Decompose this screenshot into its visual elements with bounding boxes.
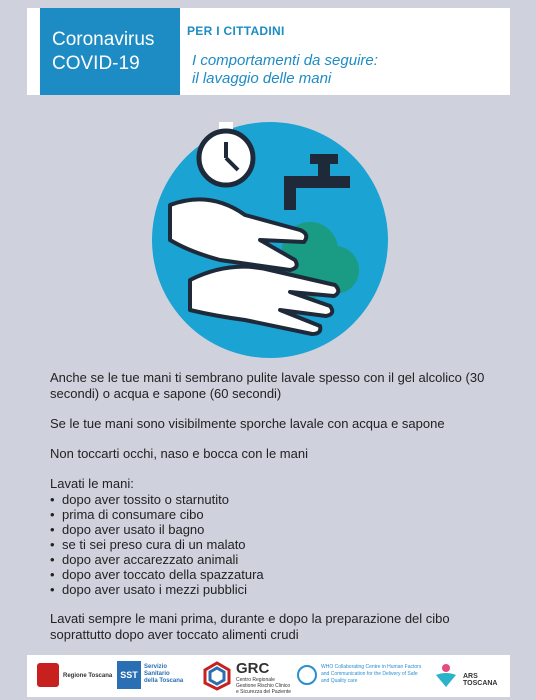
sst-logo: SST (117, 661, 141, 689)
regione-toscana-label: Regione Toscana (63, 673, 113, 679)
wash-list (50, 492, 500, 597)
ars-toscana-label: ARS TOSCANA (463, 673, 498, 687)
who-label: WHO Collaborating Centre in Human Factors and Communication for the Delivery of Safe and Quality care (321, 664, 422, 684)
subtitle (192, 52, 378, 88)
list-item: • dopo aver toccato della spazzatura (50, 567, 500, 582)
list-item: • se ti sei preso cura di un malato (50, 537, 500, 552)
content (50, 370, 500, 657)
paragraph-no-touch: Non toccarti occhi, naso e bocca con le mani (50, 446, 308, 461)
grc-title: GRC (236, 660, 270, 677)
paragraph-food: Lavati sempre le mani prima, durante e dopo la preparazione del cibo soprattutto dopo aver toccato alimenti crudi (50, 611, 450, 642)
grc-logo-icon (202, 661, 232, 691)
list-item: • dopo aver usato il bagno (50, 522, 500, 537)
list-item: • prima di consumare cibo (50, 507, 500, 522)
ars-toscana-logo-icon (432, 661, 460, 689)
subtitle-line-1: I comportamenti da seguire: (192, 52, 378, 69)
who-logo-icon (297, 665, 317, 685)
title-box (40, 8, 180, 95)
list-item: • dopo aver accarezzato animali (50, 552, 500, 567)
paragraph-gel: Anche se le tue mani ti sembrano pulite lavale spesso con il gel alcolico (30 secondi) o acqua e sapone (60 secondi) (50, 370, 485, 401)
title-line-2: COVID-19 (52, 52, 140, 74)
footer-logos (27, 655, 510, 697)
regione-toscana-logo (37, 663, 59, 687)
sst-label: Servizio Sanitario della Toscana (144, 664, 184, 684)
list-item: • dopo aver usato i mezzi pubblici (50, 582, 500, 597)
kicker: PER I CITTADINI (187, 24, 285, 38)
list-title: Lavati le mani: (50, 476, 134, 491)
grc-label: Centro Regionale Gestione Rischio Clinico e Sicurezza del Paziente (236, 677, 292, 695)
handwashing-illustration (150, 120, 390, 360)
list-item: • dopo aver tossito o starnutito (50, 492, 500, 507)
header (27, 8, 510, 95)
title-line-1: Coronavirus (52, 28, 155, 50)
paragraph-dirty-hands: Se le tue mani sono visibilmente sporche lavale con acqua e sapone (50, 416, 445, 431)
subtitle-line-2: il lavaggio delle mani (192, 70, 332, 87)
